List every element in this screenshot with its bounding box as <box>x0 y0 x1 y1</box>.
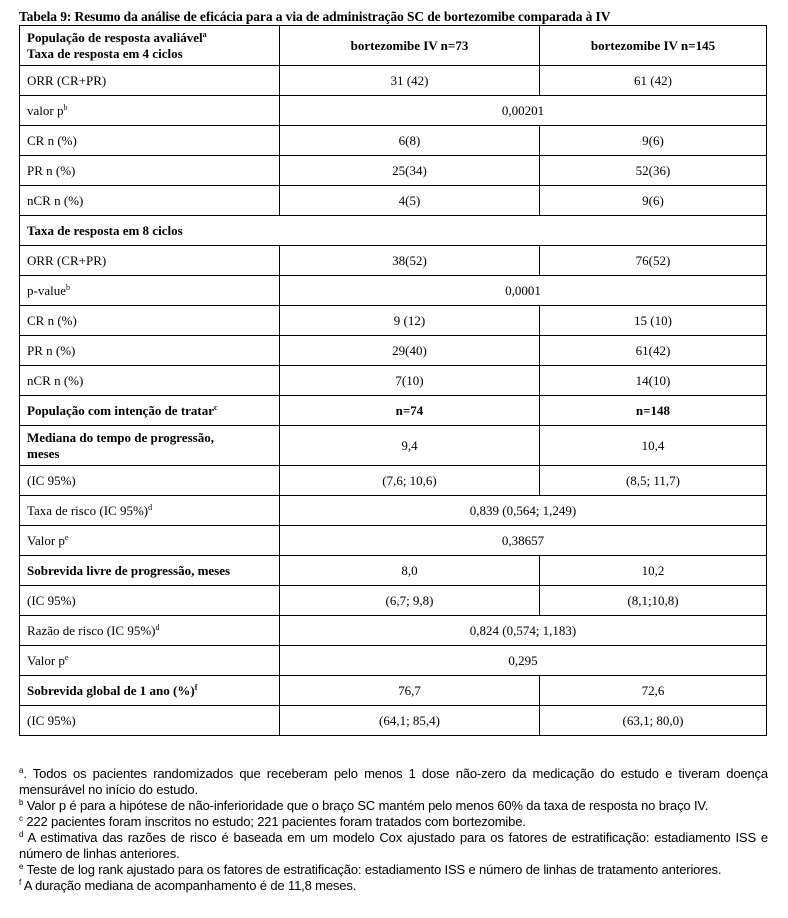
table-row <box>20 556 767 586</box>
cell-value-merged: 0,824 (0,574; 1,183) <box>280 616 767 646</box>
table-row <box>20 466 767 496</box>
table-row <box>20 646 767 676</box>
table-row <box>20 586 767 616</box>
cell-value: 38(52) <box>280 246 540 276</box>
table-row <box>20 246 767 276</box>
table-row <box>20 276 767 306</box>
cell-value: n=74 <box>280 396 540 426</box>
table-row <box>20 706 767 736</box>
table-header-row <box>20 26 767 66</box>
cell-value: 61(42) <box>540 336 767 366</box>
table-row <box>20 336 767 366</box>
row-label: Valor $p^e$ <box>20 646 280 676</box>
row-label: CR n (%) <box>20 306 280 336</box>
row-label: (IC 95%) <box>20 706 280 736</box>
footnote-ref-b: b <box>65 282 70 292</box>
cell-value: 10,2 <box>540 556 767 586</box>
cell-value: 8,0 <box>280 556 540 586</box>
cell-value: 9(6) <box>540 186 767 216</box>
header-arm-1: bortezomibe IV n=73 <box>280 26 540 66</box>
row-label: (IC 95%) <box>20 586 280 616</box>
table-row <box>20 96 767 126</box>
footnote-a: $^a$. Todos os pacientes randomizados que receberam pelo menos 1 dose não-zero da medicação do estudo e tiveram doença mensurável no início do estudo. <box>19 766 768 797</box>
header-population-cell <box>20 26 280 66</box>
table-row <box>20 126 767 156</box>
row-label: p-value$^b$ <box>20 276 280 306</box>
row-label: nCR n (%) <box>20 186 280 216</box>
footnote-e: $^e$ Teste de log rank ajustado para os fatores de estratificação: estadiamento ISS e número de linhas de tratamento anteriores. <box>19 862 722 877</box>
header-population-label: População de resposta avaliável <box>27 29 203 45</box>
cell-value-merged: 0,0001 <box>280 276 767 306</box>
row-label: PR n (%) <box>20 336 280 366</box>
cell-value: 9 (12) <box>280 306 540 336</box>
table-row <box>20 66 767 96</box>
table-row <box>20 426 767 466</box>
cell-value: (64,1; 85,4) <box>280 706 540 736</box>
cell-value: 29(40) <box>280 336 540 366</box>
footnote-f: $^f$ A duração mediana de acompanhamento é de 11,8 meses. <box>19 878 357 893</box>
row-label: CR n (%) <box>20 126 280 156</box>
table-row <box>20 186 767 216</box>
cell-value: (63,1; 80,0) <box>540 706 767 736</box>
cell-value: 72,6 <box>540 676 767 706</box>
footnote-ref-f: f <box>194 682 198 692</box>
footnote-ref-d: d <box>155 622 160 632</box>
footnote-d: $^d$ A estimativa das razões de risco é baseada em um modelo Cox ajustado para os fatores de estratificação: estadiamento ISS e número de linhas anteriores. <box>19 830 768 861</box>
row-label: ORR (CR+PR) <box>20 246 280 276</box>
section-row <box>20 216 767 246</box>
footnote-ref-a: a <box>202 29 207 39</box>
section-label-8-cycles: Taxa de resposta em 8 ciclos <box>20 216 767 246</box>
cell-value-merged: 0,00201 <box>280 96 767 126</box>
cell-value: 9(6) <box>540 126 767 156</box>
table-row <box>20 396 767 426</box>
row-label: PR n (%) <box>20 156 280 186</box>
cell-value-merged: 0,295 <box>280 646 767 676</box>
cell-value: (8,1;10,8) <box>540 586 767 616</box>
cell-value: 6(8) <box>280 126 540 156</box>
row-label: nCR n (%) <box>20 366 280 396</box>
cell-value: 7(10) <box>280 366 540 396</box>
header-response-4-cycles: Taxa de resposta em 4 ciclos <box>27 45 183 61</box>
cell-value-merged: 0,839 (0,564; 1,249) <box>280 496 767 526</box>
row-label: Razão de risco (IC 95%)$^d$ <box>20 616 280 646</box>
footnote-ref-e: e <box>64 532 69 542</box>
row-label-ttp: Mediana do tempo de progressão, meses <box>20 426 280 466</box>
row-label: Valor $p^e$ <box>20 526 280 556</box>
cell-value: (7,6; 10,6) <box>280 466 540 496</box>
row-label-os: Sobrevida global de 1 ano (%)$^f$ <box>20 676 280 706</box>
table-row <box>20 616 767 646</box>
cell-value: (8,5; 11,7) <box>540 466 767 496</box>
footnotes <box>19 766 768 894</box>
row-label: valor $p^b$ <box>20 96 280 126</box>
cell-value: 61 (42) <box>540 66 767 96</box>
efficacy-table <box>19 25 767 736</box>
table-row <box>20 526 767 556</box>
footnote-ref-e: e <box>64 652 69 662</box>
table-row <box>20 156 767 186</box>
cell-value: 4(5) <box>280 186 540 216</box>
cell-value: 76(52) <box>540 246 767 276</box>
table-row <box>20 306 767 336</box>
row-label-itt: População com intenção de tratar$^c$ <box>20 396 280 426</box>
cell-value: n=148 <box>540 396 767 426</box>
table-caption: Tabela 9: Resumo da análise de eficácia para a via de administração SC de bortezomibe comparada à IV <box>19 9 611 24</box>
header-arm-2: bortezomibe IV n=145 <box>540 26 767 66</box>
row-label-pfs: Sobrevida livre de progressão, meses <box>20 556 280 586</box>
footnote-b: $^b$ Valor p é para a hipótese de não-inferioridade que o braço SC mantém pelo menos 60% da taxa de resposta no braço IV. <box>19 798 709 813</box>
cell-value: 25(34) <box>280 156 540 186</box>
cell-value: 52(36) <box>540 156 767 186</box>
table-row <box>20 496 767 526</box>
footnote-ref-d: d <box>148 502 153 512</box>
footnote-c: $^c$ 222 pacientes foram inscritos no estudo; 221 pacientes foram tratados com bortezomibe. <box>19 814 526 829</box>
row-label: (IC 95%) <box>20 466 280 496</box>
row-label: Taxa de risco (IC 95%)$^d$ <box>20 496 280 526</box>
footnote-ref-c: c <box>214 402 218 412</box>
row-label: ORR (CR+PR) <box>20 66 280 96</box>
cell-value: 31 (42) <box>280 66 540 96</box>
footnote-ref-b: b <box>63 102 68 112</box>
cell-value: 9,4 <box>280 426 540 466</box>
cell-value: 14(10) <box>540 366 767 396</box>
cell-value: 10,4 <box>540 426 767 466</box>
cell-value: 15 (10) <box>540 306 767 336</box>
table-row <box>20 676 767 706</box>
cell-value-merged: 0,38657 <box>280 526 767 556</box>
table-row <box>20 366 767 396</box>
cell-value: (6,7; 9,8) <box>280 586 540 616</box>
cell-value: 76,7 <box>280 676 540 706</box>
